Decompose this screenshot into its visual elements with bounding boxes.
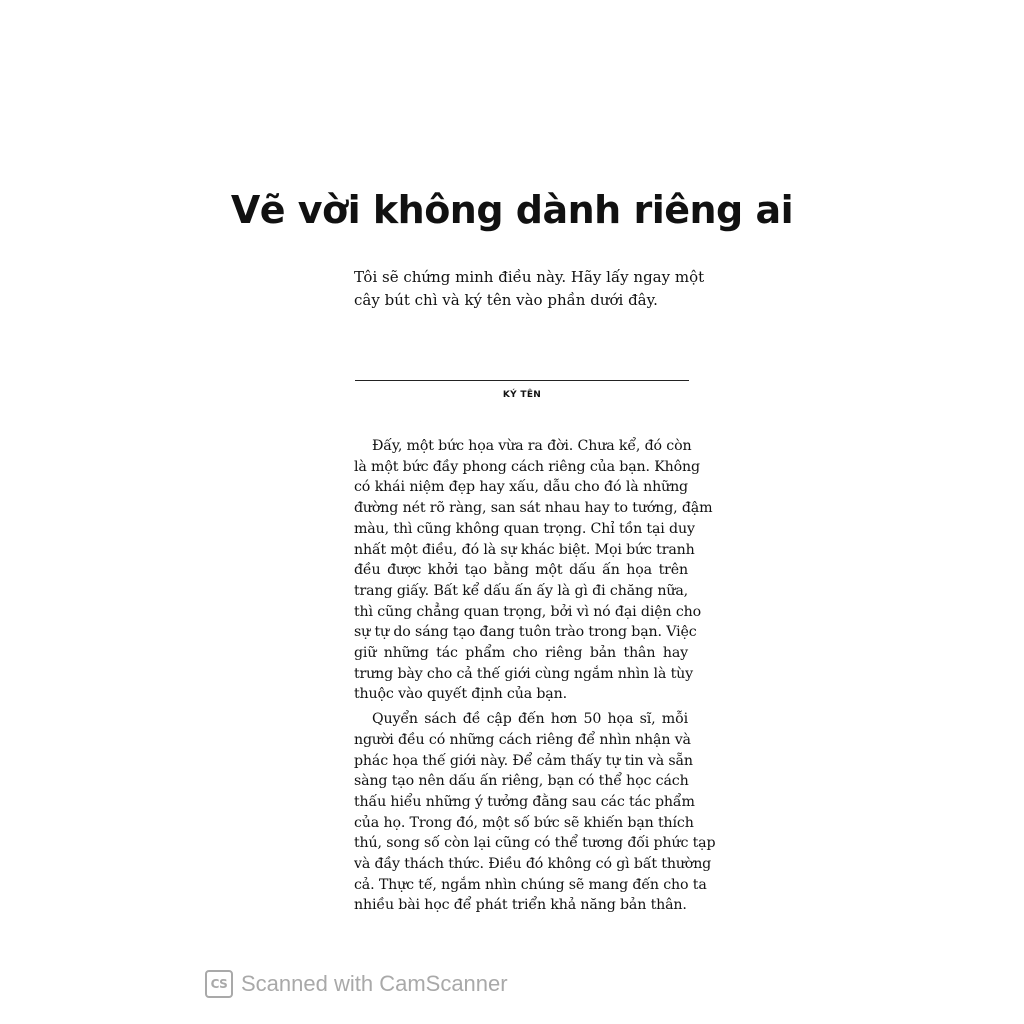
- text-line: Quyển sách đề cập đến hơn 50 họa sĩ, mỗi: [372, 711, 688, 728]
- text-line: giữ những tác phẩm cho riêng bản thân hay: [354, 645, 688, 662]
- paragraph: [354, 436, 713, 705]
- text-line: trang giấy. Bất kể dấu ấn ấy là gì đi chăng nữa,: [354, 582, 688, 599]
- text-line: thú, song số còn lại cũng có thể tương đối phức tạp: [354, 835, 716, 852]
- text-line: thấu hiểu những ý tưởng đằng sau các tác phẩm: [354, 793, 695, 810]
- text-line: nhất một điều, đó là sự khác biệt. Mọi bức tranh: [354, 541, 695, 558]
- intro-line: Tôi sẽ chứng minh điều này. Hãy lấy ngay một: [354, 268, 705, 286]
- intro-line: cây bút chì và ký tên vào phần dưới đây.: [354, 291, 658, 309]
- body-text: [354, 436, 716, 920]
- signature-line: [355, 380, 689, 381]
- text-line: và đầy thách thức. Điều đó không có gì bất thường: [354, 856, 712, 873]
- text-line: của họ. Trong đó, một số bức sẽ khiến bạn thích: [354, 814, 694, 831]
- signature-label: KÝ TÊN: [502, 390, 542, 400]
- text-line: màu, thì cũng không quan trọng. Chỉ tồn tại duy: [354, 520, 695, 537]
- camscanner-watermark: [205, 970, 508, 998]
- text-line: trưng bày cho cả thế giới cùng ngắm nhìn là tùy: [354, 665, 693, 682]
- intro-text: [354, 266, 705, 312]
- page-title: Vẽ vời không dành riêng ai: [230, 188, 794, 232]
- text-line: thì cũng chẳng quan trọng, bởi vì nó đại diện cho: [354, 603, 702, 620]
- text-line: Đấy, một bức họa vừa ra đời. Chưa kể, đó còn: [372, 438, 692, 454]
- text-line: cả. Thực tế, ngắm nhìn chúng sẽ mang đến cho ta: [354, 876, 707, 893]
- text-line: thuộc vào quyết định của bạn.: [354, 686, 567, 703]
- watermark-text: Scanned with CamScanner: [241, 971, 508, 996]
- paragraph: [354, 709, 716, 916]
- text-line: là một bức đầy phong cách riêng của bạn. Không: [354, 458, 700, 475]
- text-line: người đều có những cách riêng để nhìn nhận và: [354, 731, 691, 748]
- camscanner-logo-icon: CS: [205, 970, 233, 998]
- text-line: sự tự do sáng tạo đang tuôn trào trong bạn. Việc: [354, 624, 697, 641]
- text-line: sàng tạo nên dấu ấn riêng, bạn có thể học cách: [354, 773, 689, 790]
- text-line: nhiều bài học để phát triển khả năng bản thân.: [354, 897, 687, 914]
- text-line: có khái niệm đẹp hay xấu, dẫu cho đó là những: [354, 479, 688, 496]
- text-line: phác họa thế giới này. Để cảm thấy tự tin và sẵn: [354, 752, 693, 769]
- text-line: đường nét rõ ràng, san sát nhau hay to tướng, đậm: [354, 500, 713, 517]
- text-line: đều được khởi tạo bằng một dấu ấn họa trên: [354, 562, 688, 579]
